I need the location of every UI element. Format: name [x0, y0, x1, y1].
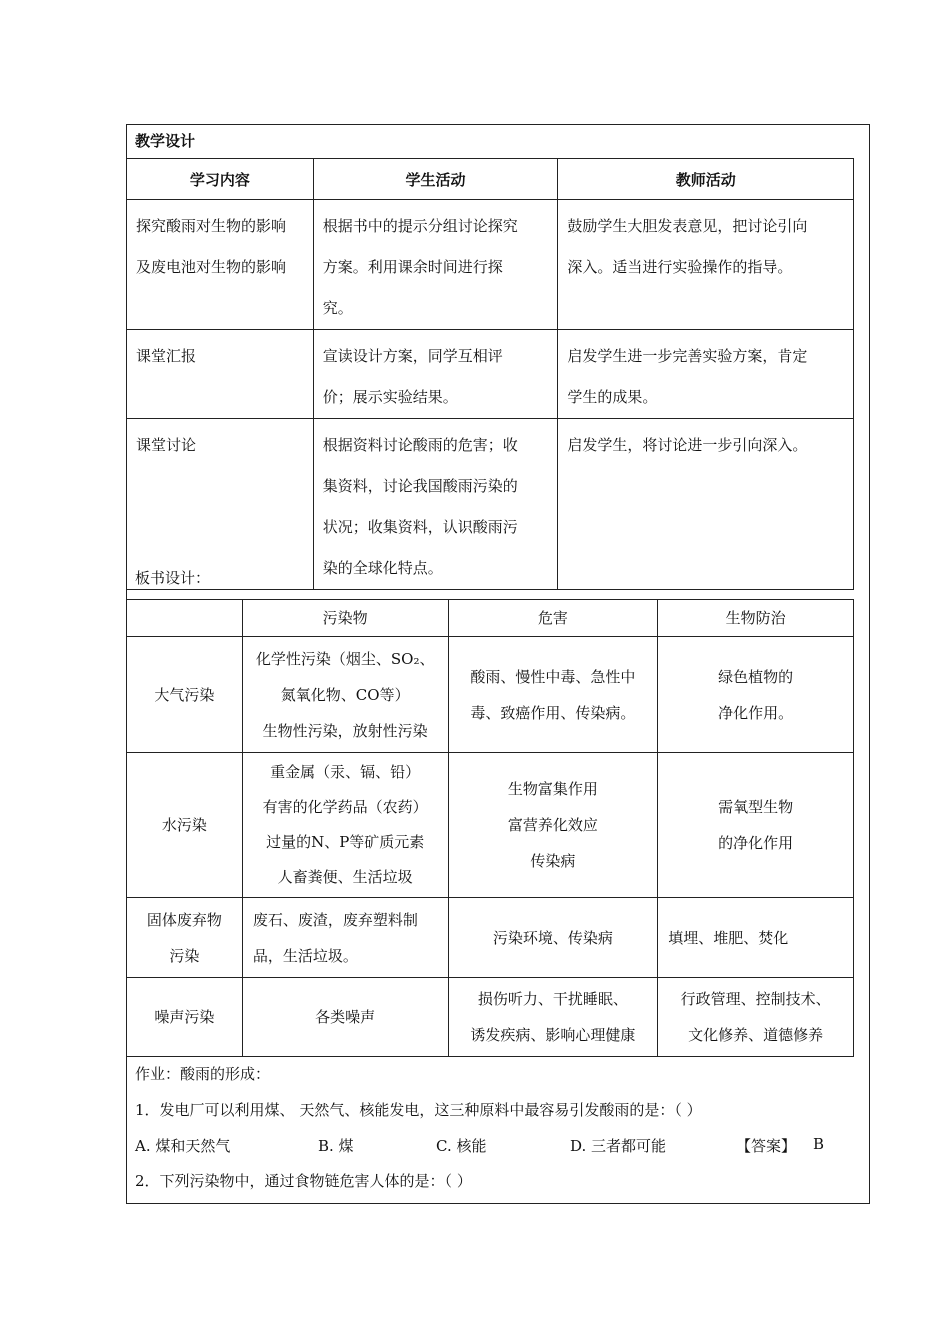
header-content: 学习内容: [127, 159, 314, 200]
cell-line: 传染病: [530, 852, 576, 870]
cell-line: 鼓励学生大胆发表意见，把讨论引向: [567, 217, 808, 235]
cell-line: 诱发疾病、影响心理健康: [470, 1026, 636, 1044]
content-cell: [127, 330, 313, 377]
question-2: 2．下列污染物中，通过食物链危害人体的是：（ ）: [135, 1172, 472, 1190]
cell-line: 废石、废渣，废弃塑料制: [252, 910, 418, 929]
header-blank: [127, 600, 243, 637]
cell-line: 富营养化效应: [507, 816, 598, 834]
pollution-type: 水污染: [127, 753, 243, 898]
q1-option-c: C. 核能: [436, 1137, 487, 1155]
pollution-type: 大气污染: [127, 637, 243, 753]
student-cell: [314, 200, 558, 329]
pollution-type: [127, 898, 243, 978]
pollution-type: 噪声污染: [127, 978, 243, 1057]
student-cell: [314, 419, 558, 589]
header-control: 生物防治: [658, 600, 854, 637]
harm-cell: [448, 637, 658, 753]
header-teacher: 教师活动: [558, 159, 854, 200]
pollutants-cell: [242, 753, 448, 898]
table-row: [127, 753, 854, 898]
table-row: [127, 419, 854, 590]
header-harm: 危害: [448, 600, 658, 637]
table-row: [127, 898, 854, 978]
cell-line: 绿色植物的: [718, 667, 794, 686]
teacher-cell: [558, 200, 853, 288]
harm-cell: [448, 753, 658, 898]
cell-line: 学生的成果。: [567, 388, 658, 406]
cell-line: 各类噪声: [315, 1008, 376, 1026]
cell-line: 重金属（汞、镉、铅）: [270, 763, 421, 781]
cell-line: 方案。利用课余时间进行探: [322, 258, 503, 276]
cell-line: 固体废弃物: [146, 910, 222, 929]
q1-answer: B: [813, 1135, 825, 1153]
table-row: [127, 637, 854, 753]
cell-line: 生物富集作用: [507, 780, 598, 798]
control-cell: [658, 898, 854, 978]
cell-line: 损伤听力、干扰睡眠、: [477, 990, 628, 1008]
board-design-table: [126, 599, 854, 1057]
cell-line: 氮氧化物、CO等）: [280, 685, 410, 704]
cell-line: 价；展示实验结果。: [322, 388, 458, 406]
cell-line: 状况；收集资料，认识酸雨污: [322, 518, 518, 536]
cell-line: 生物性污染，放射性污染: [262, 721, 428, 740]
pollutants-cell: [242, 637, 448, 753]
table-row: [127, 200, 854, 330]
table-row: [127, 978, 854, 1057]
cell-line: 宣读设计方案，同学互相评: [322, 347, 503, 365]
cell-line: 究。: [322, 299, 353, 317]
board-design-title: 板书设计：: [135, 569, 211, 587]
cell-line: 的净化作用: [718, 834, 794, 852]
cell-line: 启发学生进一步完善实验方案，肯定: [567, 347, 808, 365]
cell-line: 需氧型生物: [718, 798, 794, 816]
control-cell: [658, 753, 854, 898]
homework-title: 作业：酸雨的形成：: [135, 1065, 271, 1083]
table-header-row: [127, 600, 854, 637]
cell-line: 深入。适当进行实验操作的指导。: [567, 258, 793, 276]
cell-line: 及废电池对生物的影响: [136, 258, 287, 276]
content-cell: [127, 200, 313, 288]
cell-line: 探究酸雨对生物的影响: [136, 217, 287, 235]
content-cell: [127, 419, 313, 466]
cell-line: 人畜粪便、生活垃圾: [277, 868, 413, 886]
cell-line: 根据资料讨论酸雨的危害；收: [322, 436, 518, 454]
table-row: [127, 330, 854, 419]
harm-cell: [448, 898, 658, 978]
cell-line: 过量的N、P等矿质元素: [266, 833, 425, 851]
cell-line: 品，生活垃圾。: [252, 946, 358, 965]
cell-line: 集资料，讨论我国酸雨污染的: [322, 477, 518, 495]
teaching-design-table: [126, 158, 854, 590]
teacher-cell: [558, 419, 853, 466]
header-pollutants: 污染物: [242, 600, 448, 637]
cell-line: 行政管理、控制技术、: [680, 990, 831, 1008]
cell-line: 染的全球化特点。: [322, 559, 443, 577]
cell-line: 污染环境、传染病: [492, 928, 613, 947]
question-1: 1．发电厂可以利用煤、 天然气、核能发电，这三种原料中最容易引发酸雨的是：（ ）: [135, 1101, 702, 1119]
cell-line: 填埋、堆肥、焚化: [668, 928, 789, 947]
cell-line: 污染: [169, 946, 200, 965]
cell-line: 化学性污染（烟尘、SO₂、: [255, 649, 435, 668]
teacher-cell: [558, 330, 853, 418]
cell-line: 净化作用。: [718, 703, 794, 722]
cell-line: 毒、致癌作用、传染病。: [470, 703, 636, 722]
q1-answer-label: 【答案】: [736, 1137, 797, 1155]
cell-line: 根据书中的提示分组讨论探究: [322, 217, 518, 235]
q1-option-d: D. 三者都可能: [570, 1137, 667, 1155]
pollutants-cell: [242, 978, 448, 1057]
table-header-row: [127, 159, 854, 200]
q1-option-b: B. 煤: [318, 1137, 354, 1155]
section-title: 教学设计: [135, 132, 196, 150]
cell-line: 课堂讨论: [136, 436, 197, 454]
cell-line: 课堂汇报: [136, 347, 197, 365]
student-cell: [314, 330, 558, 418]
cell-line: 文化修养、道德修养: [688, 1026, 824, 1044]
cell-line: 启发学生，将讨论进一步引向深入。: [567, 436, 808, 454]
pollutants-cell: [242, 898, 448, 978]
control-cell: [658, 978, 854, 1057]
q1-option-a: A. 煤和天然气: [135, 1137, 231, 1155]
harm-cell: [448, 978, 658, 1057]
cell-line: 有害的化学药品（农药）: [262, 798, 428, 816]
header-student: 学生活动: [313, 159, 558, 200]
control-cell: [658, 637, 854, 753]
cell-line: 酸雨、慢性中毒、急性中: [470, 667, 636, 686]
